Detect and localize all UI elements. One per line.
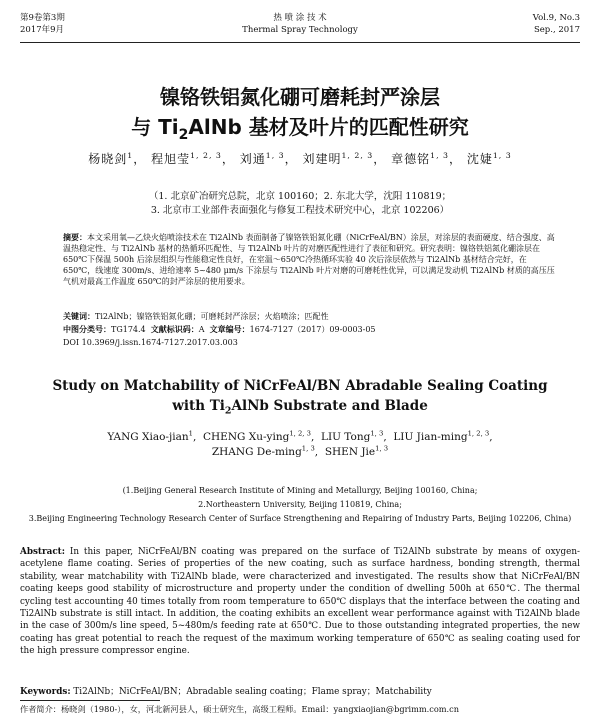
affiliation-en-line3: 3.Beijing Engineering Technology Research Center of Surface Strengthening and Repairing of Industry Parts, Beijing 102206, China) [28, 514, 572, 523]
affiliation-cn-line2: 3. 北京市工业部件表面强化与修复工程技术研究中心，北京 102206） [150, 205, 450, 216]
abstract-en [20, 546, 580, 658]
abstract-en-text: In this paper, NiCrFeAl/BN coating was prepared on the surface of Ti2AlNb substrate by means of oxygen-acetylene flame coating. Series of properties of the new coating, such as surface hardness, bonding strength, thermal stability, wear matchability with Ti2AlNb blade, were characterized and investigated. The results show that NiCrFeAl/BN coating keeps good stability of microstructure and property under the condition of dwelling 500h at 650℃. The thermal cycling test accounting 40 times totally from room temperature to 650℃ displays that the interface between the coating and Ti2AlNb substrate is still intact. In addition, the coating exhibits an excellent wear performance against with Ti2AlNb blade in the case of 300m/s line speed, 5~480m/s feeding rate at 650℃. Due to those outstanding integrated properties, the new coating has great potential to reach the request of the maximum working temperature of 650℃ as sealing coating used for the high pressure compressor engine. [20, 547, 580, 657]
header-center [20, 12, 580, 36]
author-cn: 程旭莹$^{1, 2, 3}$ [151, 151, 222, 166]
issue-number-cn: 第9卷第3期 [20, 13, 65, 23]
author-en: ZHANG De-ming$^{1, 3}$ [211, 444, 315, 458]
header-rule [20, 42, 580, 43]
authors-cn: 杨晓剑$^1$， 程旭莹$^{1, 2, 3}$， 刘通$^{1, 3}$， 刘建明$^{1, 2, 3}$， 章德铭$^{1, 3}$， 沈婕$^{1, 3}$ [88, 151, 512, 166]
author-cn: 刘通$^{1, 3}$ [239, 151, 285, 166]
author-en: CHENG Xu-ying$^{1, 2, 3}$ [202, 429, 311, 443]
keywords-en: Keywords: Ti2AlNb；NiCrFeAl/BN；Abradable sealing coating；Flame spray；Matchability [20, 687, 432, 697]
abstract-cn-label: 摘要： [63, 232, 87, 242]
author-en: LIU Tong$^{1, 3}$ [321, 429, 384, 443]
journal-name-cn: 热 喷 涂 技 术 [273, 13, 327, 23]
journal-name-en: Thermal Spray Technology [242, 25, 358, 35]
affiliations-en [0, 484, 600, 526]
title-cn [0, 82, 600, 142]
affiliation-en-line2: 2.Northeastern University, Beijing 110819, China; [198, 500, 402, 509]
header-right [533, 12, 580, 36]
title-en-line2: with $Ti_2AlNb$ Substrate and Blade [172, 398, 428, 417]
abstract-cn [63, 232, 560, 287]
author-cn: 沈婕$^{1, 3}$ [466, 151, 512, 166]
author-footnote: 作者简介：杨晓剑（1980-），女，河北新河县人，硕士研究生，高级工程师。Email：yangxiaojian@bgrimm.com.cn [20, 704, 460, 714]
affiliations-cn [0, 190, 600, 218]
author-cn: 杨晓剑$^1$ [88, 151, 134, 166]
affiliation-cn-line1: （1. 北京矿冶研究总院，北京 100160；2. 东北大学，沈阳 110819； [148, 191, 452, 202]
title-en-line1: Study on Matchability of NiCrFeAl/BN Abradable Sealing Coating [52, 378, 548, 394]
keywords-cn: 关键词：Ti2AlNb；镍铬铁铝氮化硼；可磨耗封严涂层；火焰喷涂；匹配性 [63, 311, 329, 321]
affiliation-en-line1: (1.Beijing General Research Institute of Mining and Metallurgy, Beijing 100160, China; [122, 486, 478, 495]
title-cn-line1: 镍铬铁铝氮化硼可磨耗封严涂层 [160, 85, 440, 109]
title-en [0, 376, 600, 416]
title-cn-line2: 与 $Ti_2AlNb$ 基材及叶片的匹配性研究 [131, 115, 469, 143]
volume-en: Vol.9, No.3 [532, 13, 580, 23]
running-header [20, 12, 580, 46]
footnote-rule [20, 700, 160, 701]
author-en: YANG Xiao-jian$^1$ [107, 429, 193, 443]
author-en: SHEN Jie$^{1, 3}$ [324, 444, 389, 458]
doi: DOI 10.3969/j.issn.1674-7127.2017.03.003 [63, 338, 238, 347]
abstract-cn-text: 本文采用氧—乙炔火焰喷涂技术在 Ti2AlNb 表面制备了镍铬铁铝氮化硼（NiCrFeAl/BN）涂层，对涂层的表面硬度、结合强度、高温热稳定性、与 Ti2AlNb 基材的热循环匹配性、与 Ti2AlNb 叶片的对磨匹配性进行了表征和研究。研究表明：镍铬铁铝氮化硼涂层在 650℃下保温 500h 后涂层组织与性能稳定性良好，在室温～650℃冷热循环实验 40 次后涂层依然与 Ti2AlNb 基材结合完好，在 650℃，线速度 300m/s、进给速率 5~480 μm/s 下涂层与 Ti2AlNb 叶片对磨的可磨耗性优异，可以满足发动机 Ti2AlNb 材质的高压压气机对最高工作温度 650℃的封严涂层的使用要求。 [63, 233, 555, 286]
author-cn: 章德铭$^{1, 3}$ [391, 151, 449, 166]
author-en: LIU Jian-ming$^{1, 2, 3}$ [393, 429, 490, 443]
article-meta-cn [63, 310, 560, 349]
classification-line: 中图分类号：TG174.4 文献标识码：A 文章编号：1674-7127（2017）09-0003-05 [63, 324, 376, 334]
author-cn: 刘建明$^{1, 2, 3}$ [302, 151, 374, 166]
issue-date-en: Sep., 2017 [533, 25, 580, 35]
abstract-en-label: Abstract: [20, 547, 65, 557]
issue-date-cn: 2017年9月 [20, 25, 65, 35]
authors-en: YANG Xiao-jian$^1$, CHENG Xu-ying$^{1, 2, 3}$, LIU Tong$^{1, 3}$, LIU Jian-ming$^{1, 2, 3}$, ZHANG De-ming$^{1, 3}$, SHEN Jie$^{1, 3}$ [107, 429, 493, 458]
